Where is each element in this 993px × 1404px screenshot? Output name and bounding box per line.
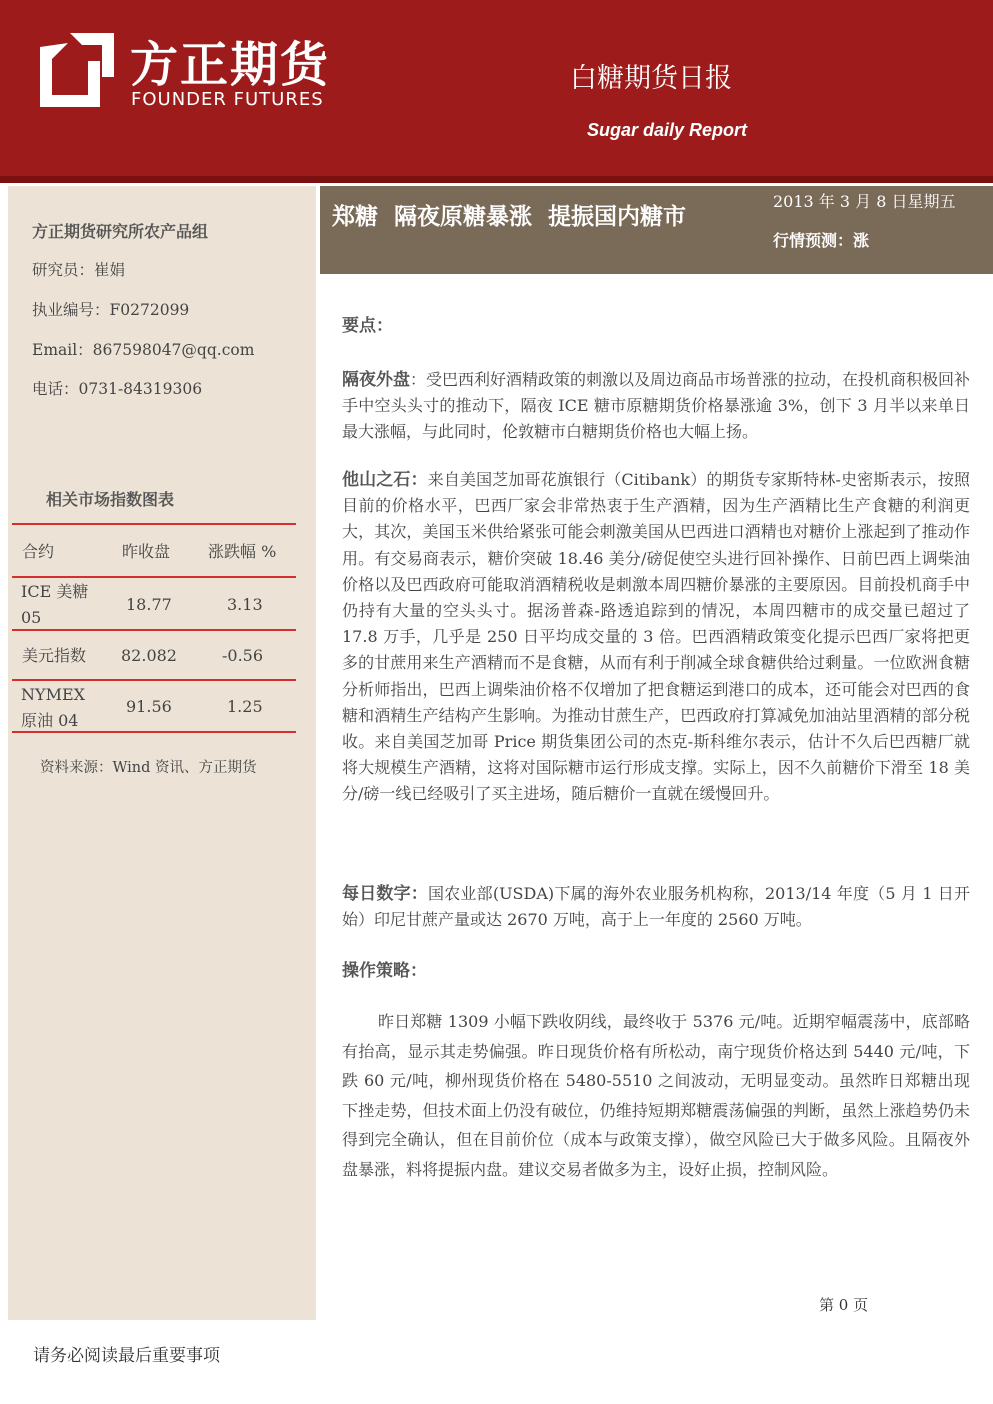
table-row-change: 1.25 (227, 697, 263, 716)
table-header-change: 涨跌幅 % (208, 542, 277, 561)
report-title-cn: 白糖期货日报 (570, 63, 732, 94)
overnight-text: ：受巴西利好酒精政策的刺激以及周边商品市场普涨的拉动，在投机商积极回补手中空头头寸的推动下，隔夜 ICE 糖市原糖期货价格暴涨逾 3%，创下 3 月半以来单日最大涨幅，与此同时，伦敦糖市白糖期货价格也大幅上扬。 (342, 370, 971, 442)
strategy-section (342, 1007, 970, 1185)
team-name: 方正期货研究所农产品组 (32, 222, 209, 241)
table-row-close: 18.77 (126, 595, 172, 614)
page-number: 第 0 页 (819, 1296, 869, 1314)
table-row-change: 3.13 (227, 595, 263, 614)
table-row-change: -0.56 (222, 646, 264, 665)
table-rule (12, 523, 296, 525)
overnight-section (342, 367, 970, 446)
table-row-contract: NYMEX 原油 04 (21, 685, 86, 730)
brand-name-en: FOUNDER FUTURES (131, 89, 324, 110)
disclaimer-note: 请务必阅读最后重要事项 (33, 1346, 220, 1366)
other-label: 他山之石： (342, 470, 428, 490)
daily-number-text: 国农业部(USDA)下属的海外农业服务机构称，2013/14 年度（5 月 1 日开始）印尼甘蔗产量或达 2670 万吨，高于上一年度的 2560 万吨。 (342, 884, 970, 930)
table-title: 相关市场指数图表 (46, 490, 175, 509)
founder-logo-icon (40, 33, 114, 107)
table-rule (12, 629, 296, 631)
table-rule (12, 576, 296, 578)
email: Email：867598047@qq.com (32, 341, 255, 359)
table-row-close: 91.56 (126, 697, 172, 716)
data-source: 资料来源：Wind 资讯、方正期货 (40, 760, 257, 776)
table-header-close: 昨收盘 (122, 542, 171, 561)
daily-number-section (342, 881, 970, 933)
phone: 电话：0731-84319306 (32, 380, 203, 398)
table-row-contract: ICE 美糖 05 (21, 582, 89, 627)
keypoints-heading: 要点： (342, 316, 393, 336)
other-section (342, 467, 970, 808)
page-title: 郑糖 隔夜原糖暴涨 提振国内糖市 (332, 203, 687, 230)
table-rule (12, 679, 296, 681)
table-rule (12, 731, 296, 733)
overnight-label: 隔夜外盘 (342, 370, 410, 390)
license-number: 执业编号：F0272099 (32, 301, 190, 319)
report-title-en: Sugar daily Report (587, 120, 748, 140)
strategy-text: 昨日郑糖 1309 小幅下跌收阴线，最终收于 5376 元/吨。近期窄幅震荡中，底部略有抬高，显示其走势偏强。昨日现货价格有所松动，南宁现货价格达到 5440 元/吨，下跌 60 元/吨，柳州现货价格在 5480-5510 之间波动，无明显变动。虽然昨日郑糖出现下挫走势，但技术面上仍没有破位，仍维持短期郑糖震荡偏强的判断，虽然上涨趋势仍未得到完全确认，但在目前价位（成本与政策支撑），做空风险已大于做多风险。且隔夜外盘暴涨，料将提振内盘。建议交易者做多为主，设好止损，控制风险。 (342, 1012, 970, 1179)
header-divider (0, 176, 993, 183)
table-row-contract: 美元指数 (22, 646, 87, 665)
report-date: 2013 年 3 月 8 日星期五 (773, 192, 956, 211)
brand-name-cn: 方正期货 (130, 37, 331, 93)
table-header-contract: 合约 (22, 542, 55, 561)
strategy-heading: 操作策略： (342, 961, 427, 981)
daily-number-label: 每日数字： (342, 884, 429, 904)
other-text: 来自美国芝加哥花旗银行（Citibank）的期货专家斯特林-史密斯表示，按照目前的价格水平，巴西厂家会非常热衷于生产酒精，因为生产酒精比生产食糖的利润更大，其次，美国玉米供给紧张可能会刺激美国从巴西进口酒精也对糖价上涨起到了推动作用。有交易商表示，糖价突破 18.46 美分/磅促使空头进行回补操作、日前巴西上调柴油价格以及巴西政府可能取消酒精税收是刺激本周四糖价暴涨的主要原因。目前投机商手中仍持有大量的空头头寸。据汤普森-路透追踪到的情况，本周四糖市的成交量已超过了 17.8 万手，几乎是 250 日平均成交量的 3 倍。巴西酒精政策变化提示巴西厂家将把更多的甘蔗用来生产酒精而不是食糖，从而有利于削减全球食糖供给过剩量。一位欧洲食糖分析师指出，巴西上调柴油价格不仅增加了把食糖运到港口的成本，还可能会对巴西的食糖和酒精生产结构产生影响。为推动甘蔗生产，巴西政府打算减免加油站里酒精的部分税收。来自美国芝加哥 Price 期货集团公司的杰克-斯科维尔表示，估计不久后巴西糖厂就将大规模生产酒精，这将对国际糖市运行形成支撑。实际上，因不久前糖价下滑至 18 美分/磅一线已经吸引了买主进场，随后糖价一直就在缓慢回升。 (342, 470, 970, 804)
market-forecast: 行情预测：涨 (773, 231, 870, 250)
table-row-close: 82.082 (121, 646, 177, 665)
researcher: 研究员：崔娟 (32, 261, 126, 279)
